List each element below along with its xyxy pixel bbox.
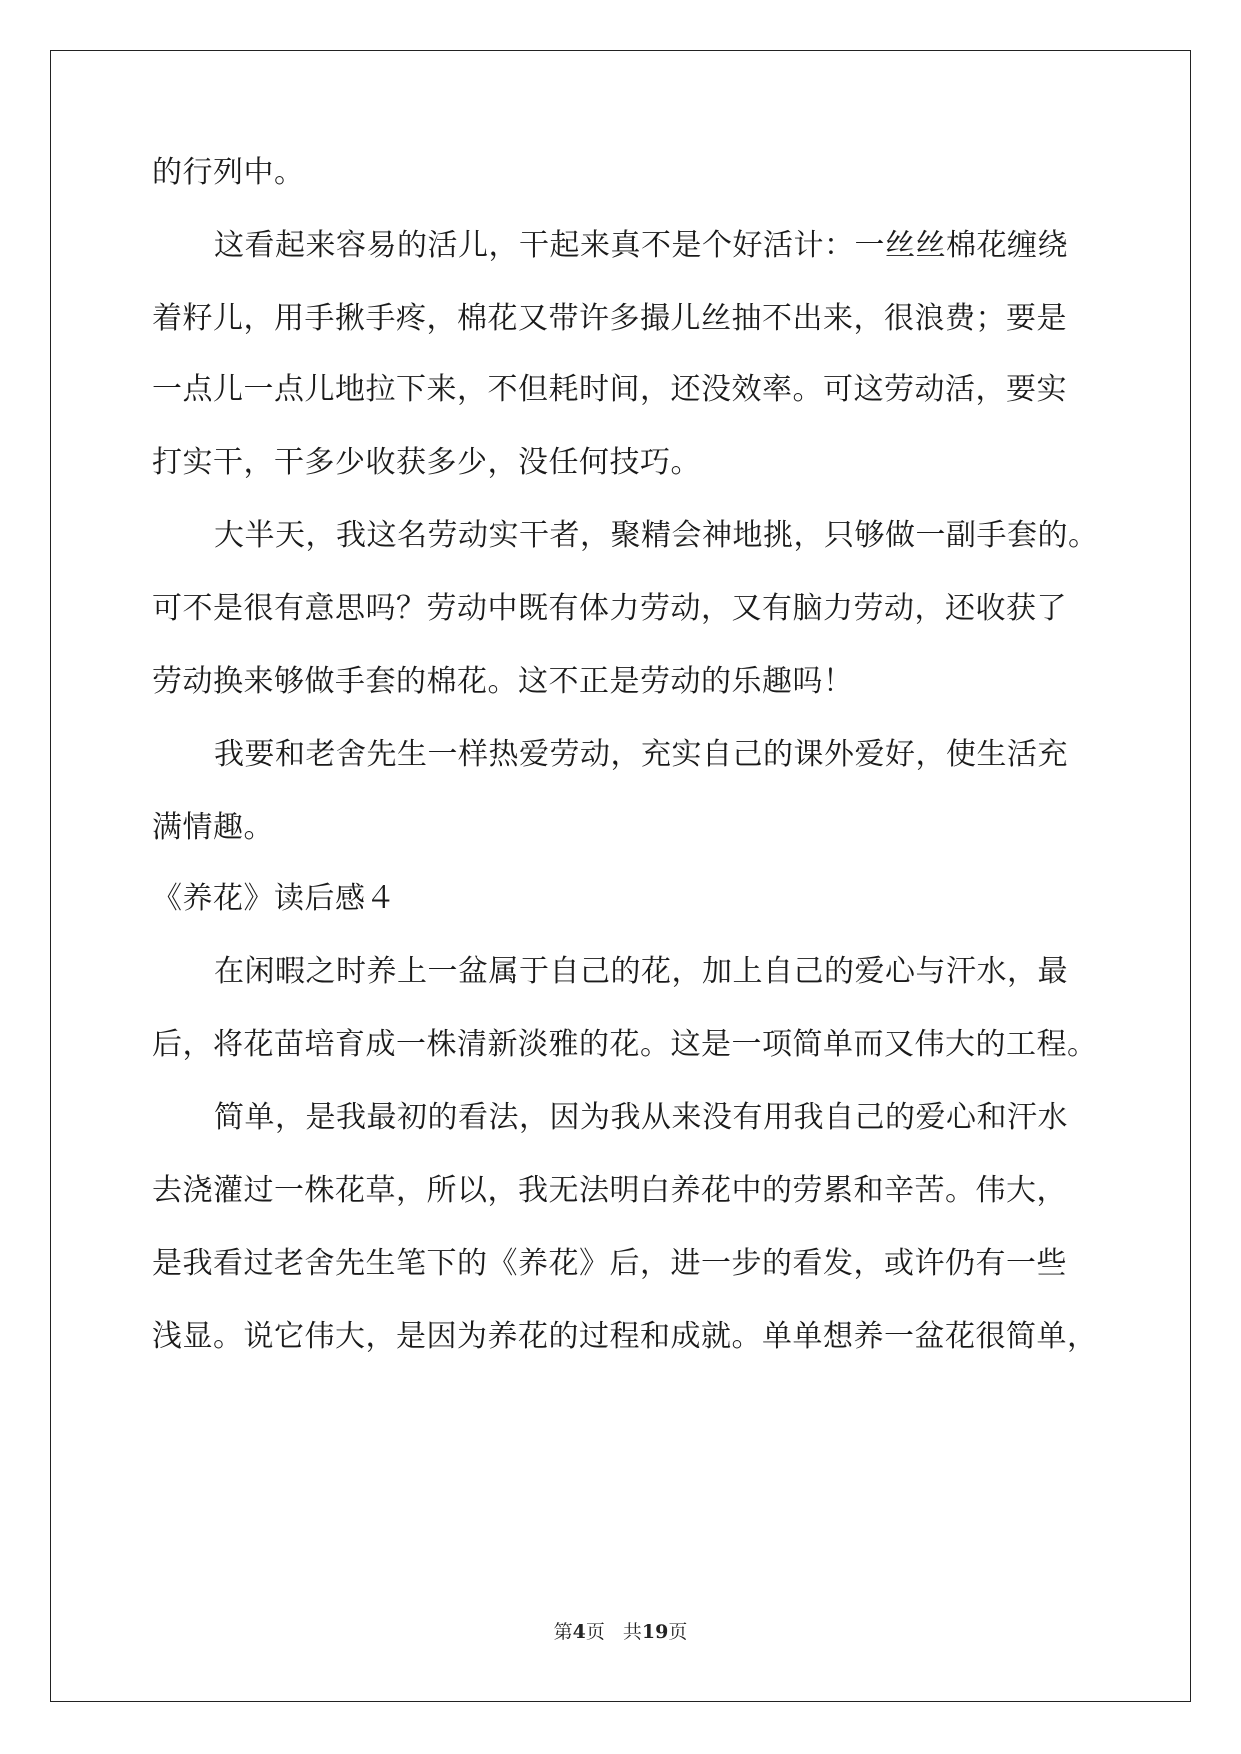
paragraph-start-line: 我要和老舍先生一样热爱劳动，充实自己的课外爱好，使生活充 [214, 737, 1068, 772]
text-line: 打实干，干多少收获多少，没任何技巧。 [152, 445, 701, 480]
text-line: 可不是很有意思吗？劳动中既有体力劳动，又有脑力劳动，还收获了 [152, 591, 1067, 626]
section-heading: 《养花》读后感４ [152, 881, 396, 916]
paragraph-start-line: 简单，是我最初的看法，因为我从来没有用我自己的爱心和汗水 [214, 1100, 1068, 1135]
text-line: 的行列中。 [152, 155, 305, 190]
text-line: 后，将花苗培育成一株清新淡雅的花。这是一项简单而又伟大的工程。 [152, 1027, 1098, 1062]
paragraph-start-line: 在闲暇之时养上一盆属于自己的花，加上自己的爱心与汗水，最 [214, 954, 1068, 989]
paragraph-start-line: 这看起来容易的活儿，干起来真不是个好活计：一丝丝棉花缠绕 [214, 228, 1068, 263]
total-prefix: 共 [622, 1621, 642, 1643]
page-total: 19 [641, 1621, 669, 1643]
text-line: 满情趣。 [152, 810, 274, 845]
paragraph-start-line: 大半天，我这名劳动实干者，聚精会神地挑，只够做一副手套的。 [214, 518, 1099, 553]
page-footer [0, 1620, 1241, 1644]
page-unit: 页 [585, 1621, 605, 1643]
page-number: 4 [572, 1621, 586, 1643]
text-line: 去浇灌过一株花草，所以，我无法明白养花中的劳累和辛苦。伟大， [152, 1173, 1067, 1208]
text-line: 劳动换来够做手套的棉花。这不正是劳动的乐趣吗！ [152, 664, 854, 699]
text-line: 一点儿一点儿地拉下来，不但耗时间，还没效率。可这劳动活，要实 [152, 372, 1067, 407]
text-line: 是我看过老舍先生笔下的《养花》后，进一步的看发，或许仍有一些 [152, 1246, 1067, 1281]
page-border [50, 50, 1191, 1702]
text-line: 着籽儿，用手揪手疼，棉花又带许多撮儿丝抽不出来，很浪费；要是 [152, 301, 1067, 336]
page-prefix: 第 [553, 1621, 573, 1643]
total-unit: 页 [668, 1621, 688, 1643]
text-line: 浅显。说它伟大，是因为养花的过程和成就。单单想养一盆花很简单， [152, 1319, 1098, 1354]
